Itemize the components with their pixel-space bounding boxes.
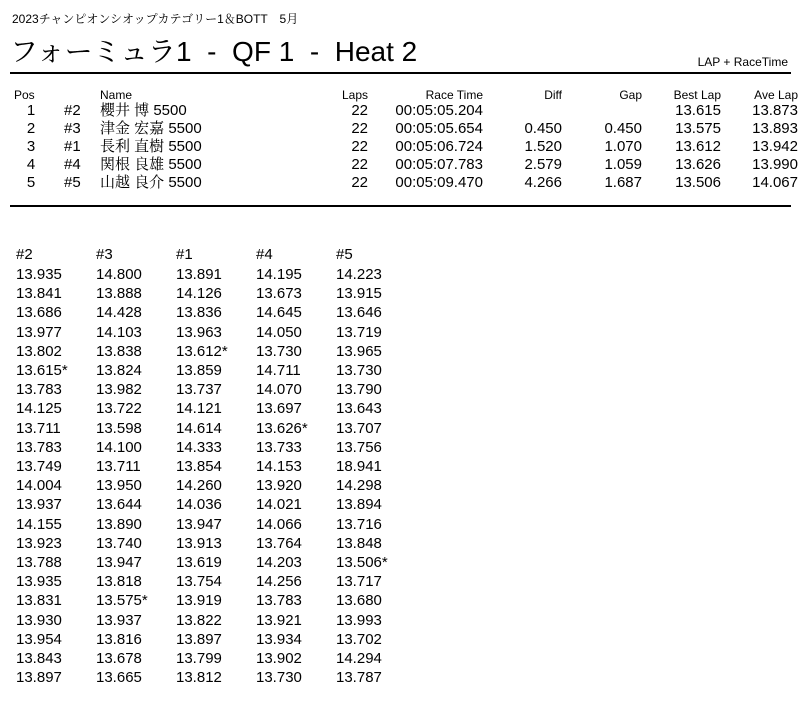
lap-time-cell: 13.923 bbox=[16, 534, 62, 552]
lap-time-cell: 13.612* bbox=[176, 342, 228, 360]
lap-time-cell: 13.716 bbox=[336, 515, 382, 533]
result-laps: 22 bbox=[351, 156, 368, 173]
event-subtitle: 2023チャンピオンシオップカテゴリー1＆BOTT 5月 bbox=[12, 12, 299, 26]
result-gap: 1.070 bbox=[604, 138, 642, 155]
lap-time-cell: 14.645 bbox=[256, 304, 302, 322]
result-diff: 4.266 bbox=[524, 174, 562, 191]
lap-time-cell: 14.126 bbox=[176, 285, 222, 303]
result-pos: 2 bbox=[26, 120, 36, 137]
lap-time-cell: 14.070 bbox=[256, 381, 302, 399]
col-car-header bbox=[48, 87, 100, 102]
lap-time-cell: 13.697 bbox=[256, 400, 302, 418]
lap-time-cell: 13.802 bbox=[16, 342, 62, 360]
result-driver-name: 関根 良雄 5500 bbox=[100, 156, 202, 173]
col-race-time-header: Race Time bbox=[425, 88, 483, 102]
result-car-number: #5 bbox=[64, 174, 81, 191]
result-car-number: #1 bbox=[64, 138, 81, 155]
result-gap: 1.059 bbox=[604, 156, 642, 173]
lap-time-cell: 14.121 bbox=[176, 400, 222, 418]
lap-time-cell: 13.506* bbox=[336, 554, 388, 572]
lap-time-cell: 14.711 bbox=[256, 362, 301, 380]
lap-time-cell: 13.977 bbox=[16, 323, 62, 341]
lap-row bbox=[16, 630, 416, 649]
lap-column-header: #1 bbox=[176, 246, 193, 263]
result-driver-name: 櫻井 博 5500 bbox=[100, 102, 187, 119]
lap-time-cell: 14.050 bbox=[256, 323, 302, 341]
lap-column-header: #5 bbox=[336, 246, 353, 263]
col-gap-header: Gap bbox=[619, 88, 642, 102]
result-race-time: 00:05:09.470 bbox=[395, 174, 483, 191]
col-pos-header: Pos bbox=[14, 88, 35, 102]
lap-time-cell: 14.294 bbox=[336, 650, 382, 668]
lap-time-cell: 13.678 bbox=[96, 650, 142, 668]
result-ave-lap: 14.067 bbox=[752, 174, 798, 191]
lap-time-cell: 13.730 bbox=[256, 342, 302, 360]
lap-time-cell: 13.982 bbox=[96, 381, 142, 399]
lap-row bbox=[16, 323, 416, 342]
lap-time-cell: 13.897 bbox=[16, 669, 62, 687]
lap-time-cell: 13.619 bbox=[176, 554, 222, 572]
result-diff: 0.450 bbox=[524, 120, 562, 137]
result-laps: 22 bbox=[351, 138, 368, 155]
lap-time-cell: 13.848 bbox=[336, 534, 382, 552]
lap-time-cell: 13.854 bbox=[176, 458, 222, 476]
lap-time-cell: 13.686 bbox=[16, 304, 62, 322]
lap-time-cell: 14.153 bbox=[256, 458, 302, 476]
lap-time-cell: 13.993 bbox=[336, 611, 382, 629]
col-best-lap-header: Best Lap bbox=[673, 88, 721, 102]
result-driver-name: 山越 良介 5500 bbox=[100, 174, 202, 191]
lap-row bbox=[16, 265, 416, 284]
lap-row bbox=[16, 668, 416, 687]
lap-time-cell: 13.790 bbox=[336, 381, 382, 399]
result-car-number: #3 bbox=[64, 120, 81, 137]
result-race-time: 00:05:05.654 bbox=[395, 120, 483, 137]
lap-time-cell: 13.822 bbox=[176, 611, 222, 629]
result-diff: 2.579 bbox=[524, 156, 562, 173]
lap-row bbox=[16, 380, 416, 399]
result-row bbox=[14, 120, 798, 138]
lap-row bbox=[16, 284, 416, 303]
lap-note: LAP + RaceTime bbox=[697, 55, 788, 69]
lap-row bbox=[16, 495, 416, 514]
result-race-time: 00:05:05.204 bbox=[395, 102, 483, 119]
lap-time-cell: 13.702 bbox=[336, 630, 382, 648]
lap-time-cell: 13.754 bbox=[176, 573, 222, 591]
col-diff-header: Diff bbox=[544, 88, 562, 102]
results-divider bbox=[10, 205, 791, 207]
lap-time-cell: 13.935 bbox=[16, 266, 62, 283]
result-ave-lap: 13.893 bbox=[752, 120, 798, 137]
result-row bbox=[14, 102, 798, 120]
lap-time-cell: 13.954 bbox=[16, 630, 62, 648]
lap-row bbox=[16, 361, 416, 380]
lap-time-cell: 13.737 bbox=[176, 381, 222, 399]
lap-time-cell: 13.888 bbox=[96, 285, 142, 303]
lap-time-cell: 13.787 bbox=[336, 669, 382, 687]
lap-time-cell: 13.897 bbox=[176, 630, 222, 648]
results-header-row bbox=[14, 87, 798, 102]
lap-time-cell: 13.730 bbox=[336, 362, 382, 380]
lap-time-cell: 13.749 bbox=[16, 458, 62, 476]
lap-time-cell: 14.103 bbox=[96, 323, 142, 341]
result-ave-lap: 13.942 bbox=[752, 138, 798, 155]
result-row bbox=[14, 174, 798, 192]
lap-time-cell: 14.125 bbox=[16, 400, 62, 418]
result-best-lap: 13.615 bbox=[675, 102, 721, 119]
lap-time-cell: 14.614 bbox=[176, 419, 222, 437]
lap-time-cell: 13.575* bbox=[96, 592, 148, 610]
lap-time-cell: 13.920 bbox=[256, 477, 302, 495]
lap-row bbox=[16, 553, 416, 572]
lap-time-cell: 14.256 bbox=[256, 573, 302, 591]
lap-row bbox=[16, 303, 416, 322]
page-title: フォーミュラ1 - QF 1 - Heat 2 bbox=[10, 36, 418, 67]
result-laps: 22 bbox=[351, 102, 368, 119]
lap-time-cell: 13.963 bbox=[176, 323, 222, 341]
lap-time-cell: 13.841 bbox=[16, 285, 62, 303]
result-diff bbox=[483, 102, 562, 120]
lap-row bbox=[16, 476, 416, 495]
lap-time-cell: 13.733 bbox=[256, 438, 302, 456]
lap-time-cell: 13.598 bbox=[96, 419, 142, 437]
result-car-number: #4 bbox=[64, 156, 81, 173]
result-pos: 5 bbox=[26, 174, 36, 191]
lap-time-cell: 13.643 bbox=[336, 400, 382, 418]
lap-time-cell: 13.626* bbox=[256, 419, 308, 437]
lap-row bbox=[16, 457, 416, 476]
result-gap: 0.450 bbox=[604, 120, 642, 137]
lap-time-cell: 13.818 bbox=[96, 573, 142, 591]
lap-time-cell: 13.947 bbox=[176, 515, 222, 533]
lap-row bbox=[16, 572, 416, 591]
result-pos: 3 bbox=[26, 138, 36, 155]
lap-column-header: #3 bbox=[96, 246, 113, 263]
lap-row bbox=[16, 649, 416, 668]
result-row bbox=[14, 138, 798, 156]
lap-time-cell: 14.021 bbox=[256, 496, 302, 514]
lap-time-cell: 13.707 bbox=[336, 419, 382, 437]
lap-time-cell: 14.333 bbox=[176, 438, 222, 456]
result-ave-lap: 13.873 bbox=[752, 102, 798, 119]
lap-time-cell: 14.004 bbox=[16, 477, 62, 495]
lap-time-cell: 13.859 bbox=[176, 362, 222, 380]
result-ave-lap: 13.990 bbox=[752, 156, 798, 173]
lap-time-cell: 14.066 bbox=[256, 515, 302, 533]
result-gap: 1.687 bbox=[604, 174, 642, 191]
lap-time-cell: 13.921 bbox=[256, 611, 302, 629]
result-diff: 1.520 bbox=[524, 138, 562, 155]
col-name-header: Name bbox=[100, 88, 133, 102]
lap-times-table bbox=[16, 245, 416, 687]
lap-time-cell: 13.730 bbox=[256, 669, 302, 687]
lap-time-cell: 13.812 bbox=[176, 669, 222, 687]
lap-time-cell: 13.838 bbox=[96, 342, 142, 360]
lap-time-cell: 13.783 bbox=[256, 592, 302, 610]
lap-time-cell: 13.937 bbox=[16, 496, 62, 514]
lap-time-cell: 13.673 bbox=[256, 285, 302, 303]
lap-time-cell: 13.824 bbox=[96, 362, 142, 380]
lap-time-cell: 13.902 bbox=[256, 650, 302, 668]
lap-row bbox=[16, 515, 416, 534]
lap-time-cell: 13.950 bbox=[96, 477, 142, 495]
lap-time-cell: 18.941 bbox=[336, 458, 382, 476]
lap-time-cell: 13.894 bbox=[336, 496, 382, 514]
lap-time-cell: 13.719 bbox=[336, 323, 382, 341]
lap-time-cell: 13.919 bbox=[176, 592, 222, 610]
lap-row bbox=[16, 399, 416, 418]
result-car-number: #2 bbox=[64, 102, 81, 119]
result-best-lap: 13.612 bbox=[675, 138, 721, 155]
lap-times-header-row bbox=[16, 245, 416, 265]
lap-time-cell: 13.816 bbox=[96, 630, 142, 648]
lap-row bbox=[16, 611, 416, 630]
lap-time-cell: 14.100 bbox=[96, 438, 142, 456]
result-laps: 22 bbox=[351, 120, 368, 137]
lap-row bbox=[16, 419, 416, 438]
lap-time-cell: 14.036 bbox=[176, 496, 222, 514]
result-pos: 1 bbox=[26, 102, 36, 119]
lap-time-cell: 13.644 bbox=[96, 496, 142, 514]
lap-time-cell: 13.831 bbox=[16, 592, 62, 610]
lap-time-cell: 13.764 bbox=[256, 534, 302, 552]
lap-time-cell: 13.891 bbox=[176, 266, 222, 283]
lap-time-cell: 13.722 bbox=[96, 400, 142, 418]
lap-time-cell: 13.799 bbox=[176, 650, 222, 668]
lap-time-cell: 13.717 bbox=[336, 573, 382, 591]
lap-time-cell: 13.783 bbox=[16, 438, 62, 456]
lap-time-cell: 13.890 bbox=[96, 515, 142, 533]
lap-time-cell: 13.930 bbox=[16, 611, 62, 629]
lap-time-cell: 13.711 bbox=[96, 458, 141, 476]
lap-row bbox=[16, 342, 416, 361]
lap-time-cell: 13.783 bbox=[16, 381, 62, 399]
lap-time-cell: 14.195 bbox=[256, 266, 302, 283]
lap-column-header: #2 bbox=[16, 246, 33, 263]
lap-time-cell: 13.915 bbox=[336, 285, 382, 303]
lap-time-cell: 14.223 bbox=[336, 266, 382, 283]
result-laps: 22 bbox=[351, 174, 368, 191]
result-best-lap: 13.506 bbox=[675, 174, 721, 191]
lap-time-cell: 14.155 bbox=[16, 515, 62, 533]
result-driver-name: 津金 宏嘉 5500 bbox=[100, 120, 202, 137]
result-gap bbox=[562, 102, 642, 120]
result-race-time: 00:05:07.783 bbox=[395, 156, 483, 173]
header-divider bbox=[10, 72, 791, 74]
lap-time-cell: 13.680 bbox=[336, 592, 382, 610]
result-driver-name: 長利 直樹 5500 bbox=[100, 138, 202, 155]
lap-time-cell: 13.935 bbox=[16, 573, 62, 591]
lap-time-cell: 13.965 bbox=[336, 342, 382, 360]
lap-row bbox=[16, 534, 416, 553]
lap-row bbox=[16, 438, 416, 457]
lap-time-cell: 13.756 bbox=[336, 438, 382, 456]
lap-time-cell: 13.937 bbox=[96, 611, 142, 629]
lap-time-cell: 13.947 bbox=[96, 554, 142, 572]
lap-time-cell: 13.913 bbox=[176, 534, 222, 552]
result-best-lap: 13.626 bbox=[675, 156, 721, 173]
lap-time-cell: 13.843 bbox=[16, 650, 62, 668]
lap-time-cell: 13.646 bbox=[336, 304, 382, 322]
lap-time-cell: 13.740 bbox=[96, 534, 142, 552]
lap-time-cell: 13.615* bbox=[16, 362, 68, 380]
lap-time-cell: 14.428 bbox=[96, 304, 142, 322]
lap-time-cell: 13.788 bbox=[16, 554, 62, 572]
lap-time-cell: 14.203 bbox=[256, 554, 302, 572]
lap-row bbox=[16, 591, 416, 610]
col-laps-header: Laps bbox=[341, 88, 368, 102]
result-row bbox=[14, 156, 798, 174]
lap-time-cell: 14.260 bbox=[176, 477, 222, 495]
lap-time-cell: 13.934 bbox=[256, 630, 302, 648]
result-pos: 4 bbox=[26, 156, 36, 173]
lap-time-cell: 13.836 bbox=[176, 304, 222, 322]
col-ave-lap-header: Ave Lap bbox=[754, 88, 798, 102]
results-table bbox=[14, 87, 798, 192]
lap-time-cell: 13.711 bbox=[16, 419, 61, 437]
result-race-time: 00:05:06.724 bbox=[395, 138, 483, 155]
lap-time-cell: 14.800 bbox=[96, 266, 142, 283]
lap-time-cell: 14.298 bbox=[336, 477, 382, 495]
lap-time-cell: 13.665 bbox=[96, 669, 142, 687]
result-best-lap: 13.575 bbox=[675, 120, 721, 137]
lap-column-header: #4 bbox=[256, 246, 273, 263]
